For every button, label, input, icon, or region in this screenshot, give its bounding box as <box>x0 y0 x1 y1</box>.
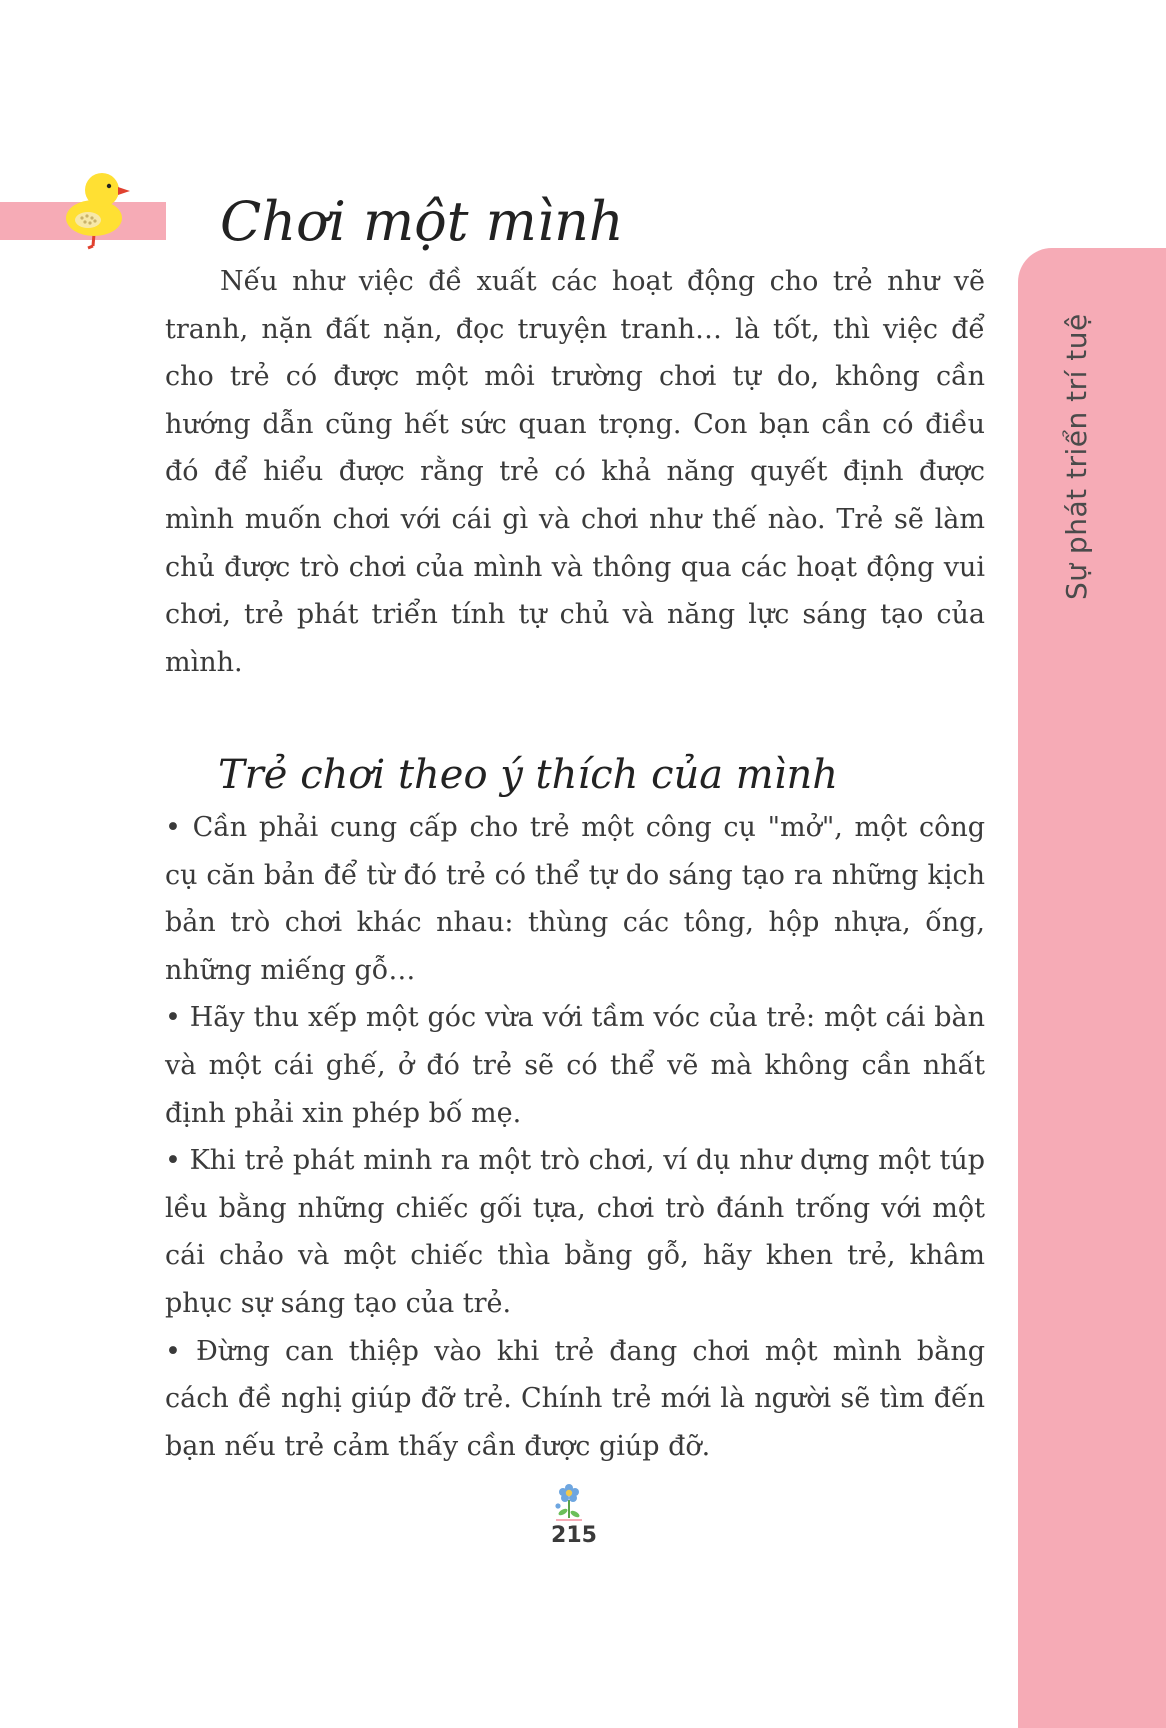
intro-paragraph: Nếu như việc đề xuất các hoạt động cho trẻ như vẽ tranh, nặn đất nặn, đọc truyện tranh… là tốt, thì việc để cho trẻ có được một môi trường chơi tự do, không cần hướng dẫn cũng hết sức quan trọng. Con bạn cần có điều đó để hiểu được rằng trẻ có khả năng quyết định được mình muốn chơi với cái gì và chơi như thế nào. Trẻ sẽ làm chủ được trò chơi của mình và thông qua các hoạt động vui chơi, trẻ phát triển tính tự chủ và năng lực sáng tạo của mình. <box>165 266 985 678</box>
flower-icon <box>550 1480 588 1522</box>
list-item: • Khi trẻ phát minh ra một trò chơi, ví dụ như dựng một túp lều bằng những chiếc gối tựa, chơi trò đánh trống với một cái chảo và một chiếc thìa bằng gỗ, hãy khen trẻ, khâm phục sự sáng tạo của trẻ. <box>165 1145 985 1319</box>
subsection-title: Trẻ chơi theo ý thích của mình <box>218 752 839 798</box>
list-item: • Đừng can thiệp vào khi trẻ đang chơi một mình bằng cách đề nghị giúp đỡ trẻ. Chính trẻ mới là người sẽ tìm đến bạn nếu trẻ cảm thấy cần được giúp đỡ. <box>165 1335 985 1462</box>
list-item: • Hãy thu xếp một góc vừa với tầm vóc của trẻ: một cái bàn và một cái ghế, ở đó trẻ sẽ có thể vẽ mà không cần nhất định phải xin phép bố mẹ. <box>165 1002 985 1129</box>
page-number: 215 <box>551 1523 597 1548</box>
duck-icon <box>60 168 136 252</box>
list-item: • Cần phải cung cấp cho trẻ một công cụ "mở", một công cụ căn bản để từ đó trẻ có thể tự do sáng tạo ra những kịch bản trò chơi khác nhau: thùng các tông, hộp nhựa, ống, những miếng gỗ… <box>165 812 985 986</box>
section-title: Chơi một mình <box>220 190 624 253</box>
tips-list <box>165 804 985 1470</box>
chapter-label-text: Sự phát triển trí tuệ <box>1060 313 1093 600</box>
